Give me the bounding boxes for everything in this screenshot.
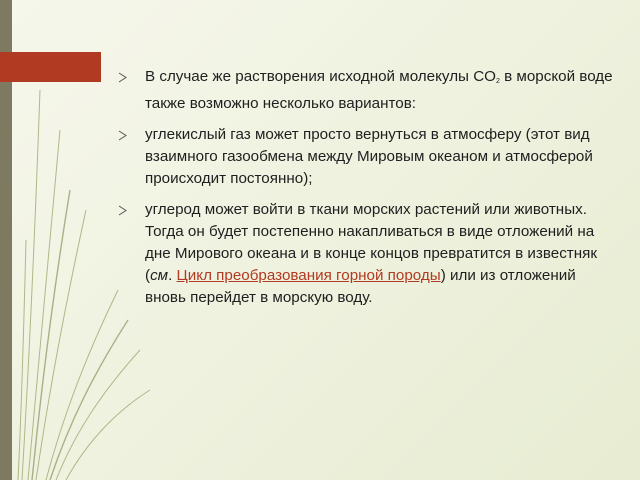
bullet-1-subscript: 2 <box>495 78 500 85</box>
arrow-bullet-icon <box>118 205 127 216</box>
bullet-item-3 <box>118 199 618 309</box>
arrow-bullet-icon <box>118 72 127 83</box>
bullet-3-emphasis: см <box>150 267 169 284</box>
bullet-1-text-after: в морской воде также возможно несколько вариантов: <box>145 68 613 112</box>
bullet-3-text-after: ) или из отложений вновь перейдет в морскую воду. <box>145 267 576 306</box>
bullet-2-text: углекислый газ может просто вернуться в атмосферу (этот вид взаимного газообмена между Мировым океаном и атмосферой происходит постоянно); <box>145 126 593 187</box>
bullet-3-emphasis-punct: . <box>168 267 173 284</box>
bullet-list <box>118 66 618 318</box>
bullet-3-text-before: углерод может войти в ткани морских растений или животных. Тогда он будет постепенно накапливаться в виде отложений на дне Мирового океана и в конце концов превратится в известняк ( <box>145 201 598 284</box>
bullet-item-1 <box>118 66 618 115</box>
accent-tab <box>0 52 101 82</box>
bullet-item-2 <box>118 124 618 190</box>
rock-cycle-link[interactable]: Цикл преобразования горной породы <box>176 267 441 284</box>
bullet-1-text-before: В случае же растворения исходной молекулы CO <box>145 68 496 85</box>
arrow-bullet-icon <box>118 130 127 141</box>
